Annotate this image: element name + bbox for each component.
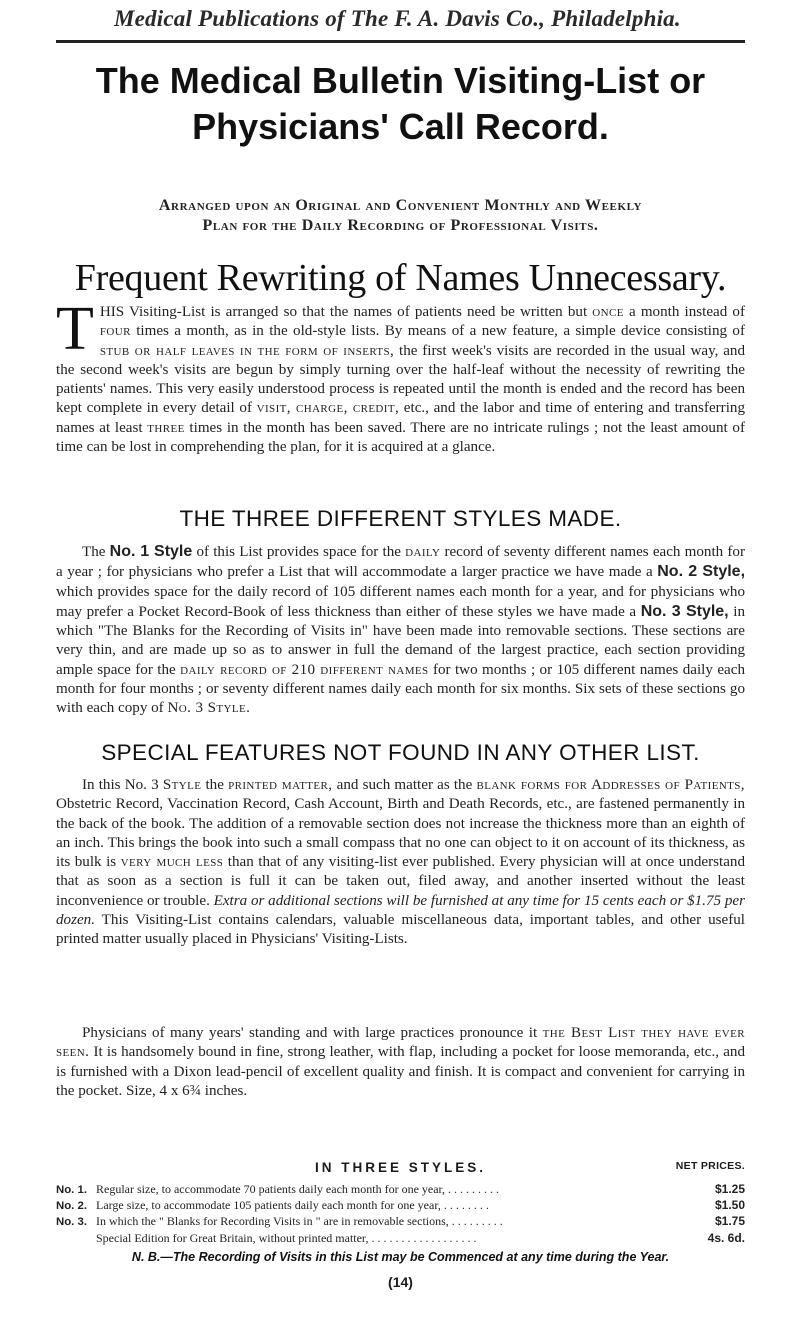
subtitle-line-2: Plan for the Daily Recording of Professional Visits.	[202, 217, 599, 234]
para-text: which provides space for the daily record of 105 different names each month for a year, and for physicians who may prefer a Pocket Record-Book of less thickness than either of these styles we have made a	[56, 583, 745, 620]
para-italic: Extra or additional sections will be furnished at any time for 15 cents each or $1.75 per dozen.	[56, 892, 745, 929]
price-row	[56, 1198, 745, 1214]
style-price: $1.75	[714, 1214, 745, 1229]
para-text: of this List provides space for the	[192, 544, 406, 560]
para-emph: daily	[405, 544, 441, 560]
intro-emph: three	[147, 419, 185, 436]
footnote: N. B.—The Recording of Visits in this List may be Commenced at any time during the Year.	[131, 1250, 670, 1264]
para-text: This Visiting-List contains calendars, valuable miscellaneous data, important tables, and other useful printed matter usually placed in Physicians' Visiting-Lists.	[56, 912, 745, 948]
style-description: Regular size, to accommodate 70 patients daily each month for one year, . . . . . . . . .	[96, 1182, 500, 1196]
price-header: NET PRICES.	[675, 1160, 745, 1172]
headline: Frequent Rewriting of Names Unnecessary.	[74, 257, 727, 299]
style-label: No. 3 Style,	[640, 602, 729, 620]
para-emph: No. 3 Style.	[167, 700, 251, 717]
section-heading-styles: THE THREE DIFFERENT STYLES MADE.	[179, 506, 622, 531]
page-number: (14)	[388, 1274, 413, 1290]
para-text: record of seventy different names each month for a year ; for physicians who prefer a List that will accommodate a larger practice we have made a	[56, 544, 745, 581]
para-text: Physicians of many years' standing and with large practices pronounce it	[82, 1025, 543, 1041]
intro-emph: once	[592, 304, 624, 320]
para-text: in which "The Blanks for the Recording of Visits in" have been made into removable sections. These sections are very thin, and are made up so as to answer in full the demand of the largest practice, each section providing ample space for the	[56, 603, 745, 678]
section-heading-features: SPECIAL FEATURES NOT FOUND IN ANY OTHER LIST.	[101, 740, 700, 765]
price-row	[56, 1182, 745, 1198]
para-text: and such matter as the	[332, 777, 477, 793]
para-text: Obstetric Record, Vaccination Record, Cash Account, Birth and Death Records, etc., are fastened permanently in the back of the book. The addition of a removable section does not increase the thickness more than an eighth of an inch. This brings the book into such a small compass that no one can object to it on account of its thickness, as its bulk is	[56, 796, 745, 871]
page-title: The Medical Bulletin Visiting-List or Physicians' Call Record.	[95, 60, 706, 147]
style-description: Special Edition for Great Britain, without printed matter, . . . . . . . . . . . . . . . . . .	[96, 1230, 477, 1245]
intro-text: the first week's visits are recorded in the usual way, and the second week's visits are begun by simply turning over the half-leaf without the necessity of rewriting the patients' names. This very easily understood process is repeated until the month is ended and the record has been kept complete in every detail of	[56, 342, 745, 417]
intro-emph: visit, charge, credit,	[256, 400, 400, 417]
intro-paragraph	[56, 295, 746, 457]
running-head: Medical Publications of The F. A. Davis Co., Philadelphia.	[114, 6, 681, 31]
intro-emph: four	[99, 323, 131, 340]
best-list-paragraph	[56, 1024, 745, 1101]
intro-text: a month instead of	[623, 304, 745, 320]
features-paragraph	[56, 776, 745, 950]
para-emph: the Best List they have ever seen.	[56, 1025, 745, 1061]
para-emph: very much less	[120, 854, 224, 871]
intro-text: times a month, as in the old-style lists. By means of a new feature, a simple device consisting of	[130, 323, 745, 340]
para-text: for two months ; or 105 different names daily each month for four months ; or seventy different names daily each month for six months. Six sets of these sections go with each copy of	[56, 661, 745, 717]
style-price: 4s. 6d.	[707, 1230, 745, 1245]
style-number: No. 1.	[56, 1184, 88, 1196]
styles-paragraph	[56, 542, 745, 719]
drop-cap: T	[56, 295, 94, 363]
styles-heading: IN THREE STYLES.	[314, 1160, 487, 1175]
intro-text: times in the month has been saved. There are no intricate rulings ; not the least amount of time can be lost in comprehending the plan, for it is acquired at a glance.	[56, 419, 746, 456]
style-label: No. 2 Style,	[657, 563, 746, 581]
para-emph: printed matter,	[228, 777, 333, 793]
para-text: The	[82, 544, 110, 560]
style-label: No. 1 Style	[109, 543, 193, 560]
para-emph: blank forms for Addresses of Patients,	[476, 777, 745, 793]
intro-text: etc., and the labor and time of entering and transferring names at least	[56, 400, 745, 436]
style-description: In which the " Blanks for Recording Visits in " are in removable sections, . . . . . . . . .	[96, 1214, 503, 1229]
price-row	[56, 1231, 745, 1247]
style-price: $1.25	[714, 1182, 745, 1196]
style-description: Large size, to accommodate 105 patients daily each month for one year, . . . . . . . .	[96, 1198, 489, 1213]
subtitle-line-1: Arranged upon an Original and Convenient Monthly and Weekly	[158, 197, 643, 214]
intro-emph: stub or half leaves in the form of inserts,	[99, 342, 395, 359]
para-text: In this No. 3	[82, 777, 163, 793]
style-number: No. 3.	[56, 1216, 88, 1229]
para-text: the	[201, 777, 229, 793]
intro-text: HIS Visiting-List is arranged so that the names of patients need be written but	[99, 304, 593, 320]
style-number: No. 2.	[56, 1200, 88, 1213]
para-text: It is handsomely bound in fine, strong leather, with flap, including a pocket for loose memoranda, etc., and is furnished with a Dixon lead-pencil of excellent quality and finish. It is compact and convenient for carrying in the pocket. Size, 4 x 6¾ inches.	[56, 1044, 745, 1099]
header-rule	[56, 40, 745, 43]
para-emph: daily record of 210 different names	[180, 661, 429, 678]
price-list	[56, 1182, 745, 1247]
price-row	[56, 1214, 745, 1230]
para-text: than that of any visiting-list ever published. Every physician will at once understand that as soon as a section is full it can be taken out, filed away, and another inserted without the least inconvenience or trouble.	[56, 854, 745, 909]
subtitle	[56, 196, 745, 236]
para-emph: Style	[162, 777, 202, 793]
style-price: $1.50	[714, 1198, 745, 1213]
